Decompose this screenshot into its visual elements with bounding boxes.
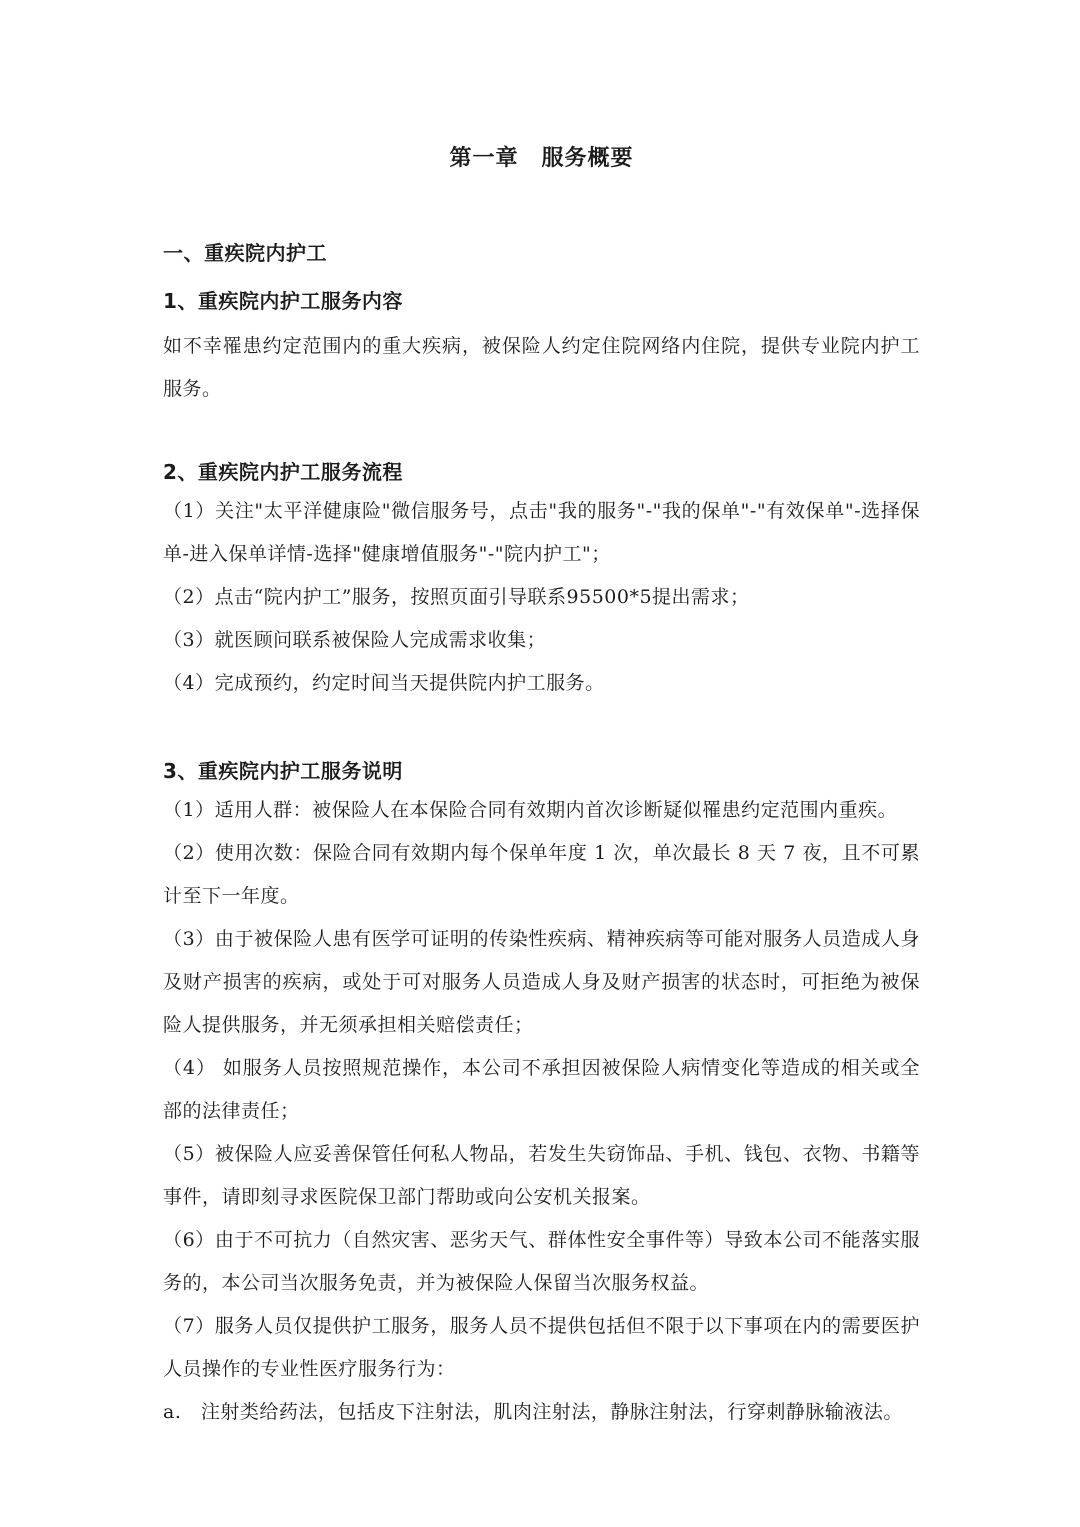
- chapter-title-text: 第一章 服务概要: [449, 146, 634, 171]
- section-1-heading: 一、重疾院内护工: [163, 241, 327, 265]
- service-notes: [163, 789, 920, 1434]
- chapter-title: [163, 145, 920, 173]
- subsection-3-heading: 3、重疾院内护工服务说明: [163, 759, 403, 783]
- service-note-4: （4） 如服务人员按照规范操作，本公司不承担因被保险人病情变化等造成的相关或全部的法律责任；: [163, 1057, 920, 1122]
- service-note-3: （3）由于被保险人患有医学可证明的传染性疾病、精神疾病等可能对服务人员造成人身及财产损害的疾病，或处于可对服务人员造成人身及财产损害的状态时，可拒绝为被保险人提供服务，并无须承担相关赔偿责任；: [163, 928, 920, 1036]
- service-process-step-4: （4）完成预约，约定时间当天提供院内护工服务。: [163, 672, 605, 694]
- service-note-2: （2）使用次数：保险合同有效期内每个保单年度 1 次，单次最长 8 天 7 夜，且不可累计至下一年度。: [163, 842, 920, 907]
- service-process-step-1: （1）关注"太平洋健康险"微信服务号，点击"我的服务"-"我的保单"-"有效保单"-选择保单-进入保单详情-选择"健康增值服务"-"院内护工"；: [163, 500, 920, 565]
- service-note-subitem-a: a. 注射类给药法，包括皮下注射法，肌肉注射法，静脉注射法，行穿刺静脉输液法。: [163, 1401, 903, 1423]
- service-process-step-2: （2）点击“院内护工”服务，按照页面引导联系95500*5提出需求；: [163, 586, 750, 608]
- service-note-5: （5）被保险人应妥善保管任何私人物品，若发生失窃饰品、手机、钱包、衣物、书籍等事件，请即刻寻求医院保卫部门帮助或向公安机关报案。: [163, 1143, 920, 1208]
- service-note-6: （6）由于不可抗力（自然灾害、恶劣天气、群体性安全事件等）导致本公司不能落实服务的，本公司当次服务免责，并为被保险人保留当次服务权益。: [163, 1229, 920, 1294]
- subsection-1-heading: 1、重疾院内护工服务内容: [163, 289, 403, 313]
- service-process-step-3: （3）就医顾问联系被保险人完成需求收集；: [163, 629, 547, 651]
- service-process-steps: [163, 490, 920, 705]
- subsection-2-heading: 2、重疾院内护工服务流程: [163, 460, 403, 484]
- subsection-1-paragraph: 如不幸罹患约定范围内的重大疾病，被保险人约定住院网络内住院，提供专业院内护工服务。: [163, 335, 920, 400]
- service-note-7: （7）服务人员仅提供护工服务，服务人员不提供包括但不限于以下事项在内的需要医护人员操作的专业性医疗服务行为：: [163, 1315, 920, 1380]
- service-note-1: （1）适用人群：被保险人在本保险合同有效期内首次诊断疑似罹患约定范围内重疾。: [163, 799, 898, 821]
